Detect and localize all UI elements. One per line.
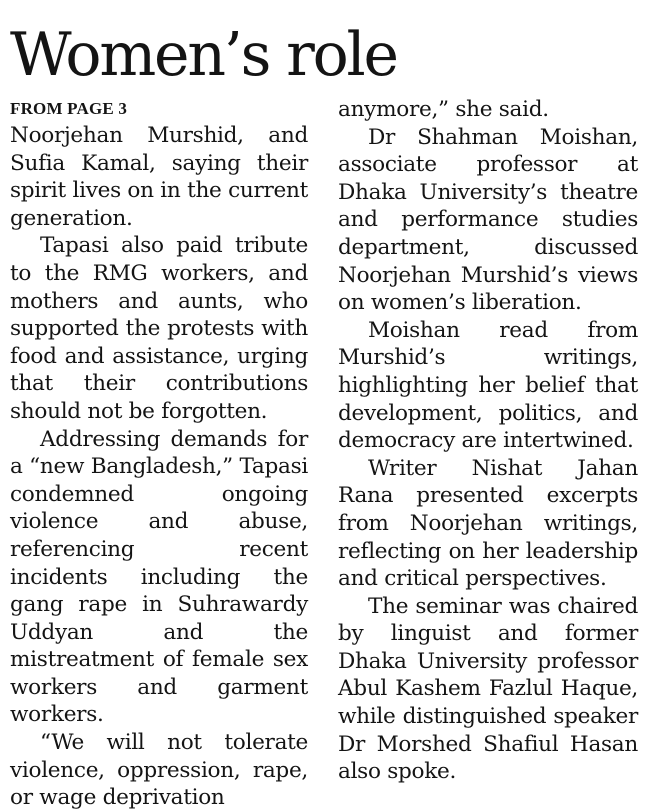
paragraph: Moishan read from Murshid’s writings, highlighting her belief that development, politics, and democracy are intertwined. (338, 317, 638, 454)
paragraph: The seminar was chaired by linguist and former Dhaka University professor Abul Kashem Fazlul Haque, while distinguished speaker Dr Morshed Shafiul Hasan also spoke. (338, 593, 638, 785)
article-column-left (10, 96, 308, 812)
paragraph: anymore,” she said. (338, 97, 549, 122)
paragraph: Noorjehan Murshid, and Sufia Kamal, saying their spirit lives on in the current generation. (10, 123, 309, 231)
paragraph: Addressing demands for a “new Bangladesh,” Tapasi condemned ongoing violence and abuse, referencing recent incidents including the gang rape in Suhrawardy Uddyan and the mistreatment of female sex workers and garment workers. (10, 426, 308, 728)
paragraph: Writer Nishat Jahan Rana presented excerpts from Noorjehan writings, reflecting on her leadership and critical perspectives. (338, 455, 638, 592)
article-column-right (338, 96, 638, 786)
continuation-kicker: FROM PAGE 3 (10, 99, 128, 118)
paragraph: Dr Shahman Moishan, associate professor at Dhaka University’s theatre and performance studies department, discussed Noorjehan Murshid’s views on women’s liberation. (338, 124, 638, 316)
headline: Women’s role (10, 20, 397, 90)
paragraph: Tapasi also paid tribute to the RMG workers, and mothers and aunts, who supported the protests with food and assistance, urging that their contributions should not be forgotten. (10, 233, 308, 424)
paragraph: “We will not tolerate violence, oppression, rape, or wage deprivation (10, 730, 308, 811)
